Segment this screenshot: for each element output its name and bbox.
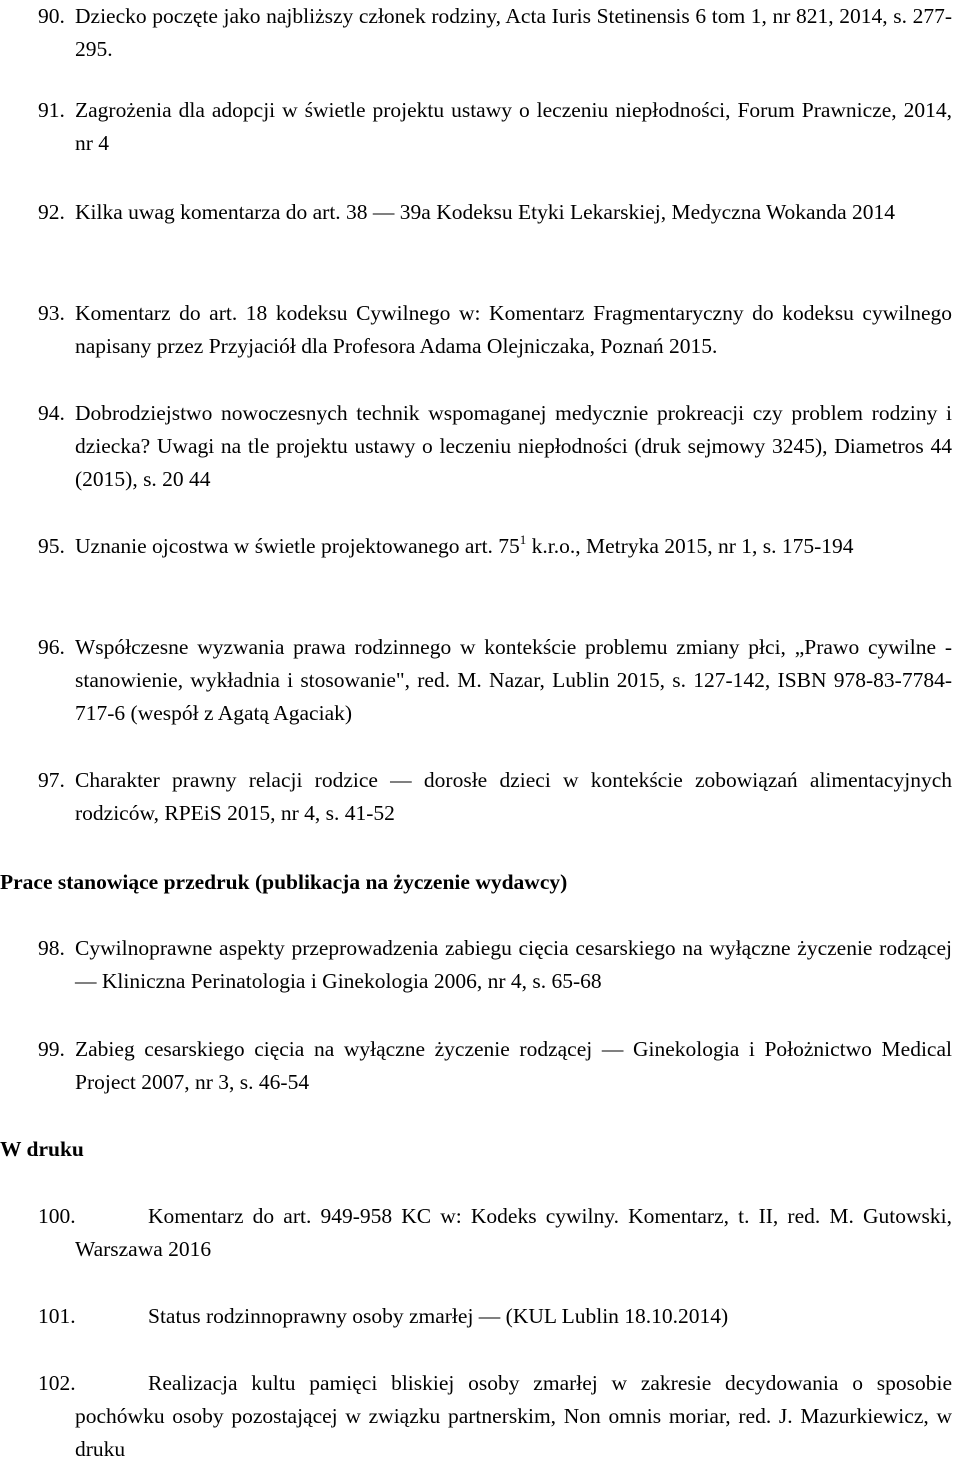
bibliography-entry	[38, 397, 952, 496]
entry-number: 90.	[38, 4, 65, 28]
entry-text-part: k.r.o., Metryka 2015, nr 1, s. 175-194	[526, 534, 854, 558]
entry-number: 96.	[38, 635, 65, 659]
superscript: 1	[519, 532, 527, 547]
entry-text: Charakter prawny relacji rodzice ― dorosłe dzieci w kontekście zobowiązań alimentacyjnych rodziców, RPEiS 2015, nr 4, s. 41-52	[75, 768, 952, 825]
entry-text: Zagrożenia dla adopcji w świetle projektu ustawy o leczeniu niepłodności, Forum Prawnicze, 2014, nr 4	[75, 98, 952, 155]
entry-text: Dobrodziejstwo nowoczesnych technik wspomaganej medycznie prokreacji czy problem rodziny i dziecka? Uwagi na tle projektu ustawy o leczeniu niepłodności (druk sejmowy 3245), Diametros 44 (2015), s. 20 44	[75, 401, 952, 491]
section-heading: W druku	[0, 1137, 84, 1161]
section-heading: Prace stanowiące przedruk (publikacja na życzenie wydawcy)	[0, 870, 568, 894]
entry-text: Dziecko poczęte jako najbliższy członek rodziny, Acta Iuris Stetinensis 6 tom 1, nr 821, 2014, s. 277-295.	[75, 4, 952, 61]
entry-number: 101.	[38, 1304, 76, 1328]
bibliography-entry	[38, 631, 952, 730]
entry-text: Zabieg cesarskiego cięcia na wyłączne życzenie rodzącej ― Ginekologia i Położnictwo Medical Project 2007, nr 3, s. 46-54	[75, 1037, 952, 1094]
entry-text: Współczesne wyzwania prawa rodzinnego w kontekście problemu zmiany płci, „Prawo cywilne - stanowienie, wykładnia i stosowanie", red. M. Nazar, Lublin 2015, s. 127-142, ISBN 978-83-7784-717-6 (wespół z Agatą Agaciak)	[75, 635, 952, 725]
entry-text: Realizacja kultu pamięci bliskiej osoby zmarłej w zakresie decydowania o sposobie pochówku osoby pozostającej w związku partnerskim, Non omnis moriar, red. J. Mazurkiewicz, w druku	[75, 1371, 952, 1461]
entry-number: 102.	[38, 1371, 76, 1395]
entry-number: 100.	[38, 1204, 76, 1228]
bibliography-entry	[38, 764, 952, 830]
entry-number: 91.	[38, 98, 65, 122]
entry-text: Komentarz do art. 18 kodeksu Cywilnego w: Komentarz Fragmentaryczny do kodeksu cywilnego napisany przez Przyjaciół dla Profesora Adama Olejniczaka, Poznań 2015.	[75, 301, 952, 358]
entry-number: 97.	[38, 768, 65, 792]
entry-text: Cywilnoprawne aspekty przeprowadzenia zabiegu cięcia cesarskiego na wyłączne życzenie rodzącej ― Kliniczna Perinatologia i Ginekologia 2006, nr 4, s. 65-68	[75, 936, 952, 993]
entry-text: Kilka uwag komentarza do art. 38 ― 39a Kodeksu Etyki Lekarskiej, Medyczna Wokanda 2014	[75, 200, 896, 224]
bibliography-entry	[38, 1033, 952, 1099]
bibliography-entry	[38, 196, 952, 229]
bibliography-entry	[38, 0, 952, 66]
entry-number: 93.	[38, 301, 65, 325]
entry-number: 94.	[38, 401, 65, 425]
entry-text: Komentarz do art. 949-958 KC w: Kodeks cywilny. Komentarz, t. II, red. M. Gutowski, Warszawa 2016	[75, 1204, 952, 1261]
bibliography-entry	[38, 1300, 952, 1333]
bibliography-entry	[38, 530, 952, 563]
entry-number: 95.	[38, 534, 65, 558]
entry-text: Status rodzinnoprawny osoby zmarłej ― (KUL Lublin 18.10.2014)	[148, 1304, 729, 1328]
entry-number: 92.	[38, 200, 65, 224]
bibliography-entry	[38, 297, 952, 363]
entry-text	[38, 530, 952, 563]
entry-number: 98.	[38, 936, 65, 960]
bibliography-entry	[38, 1200, 952, 1266]
bibliography-entry	[38, 94, 952, 160]
bibliography-entry	[38, 1367, 952, 1466]
bibliography-entry	[38, 932, 952, 998]
entry-number: 99.	[38, 1037, 65, 1061]
entry-text-part: Uznanie ojcostwa w świetle projektowanego art. 75	[75, 534, 520, 558]
